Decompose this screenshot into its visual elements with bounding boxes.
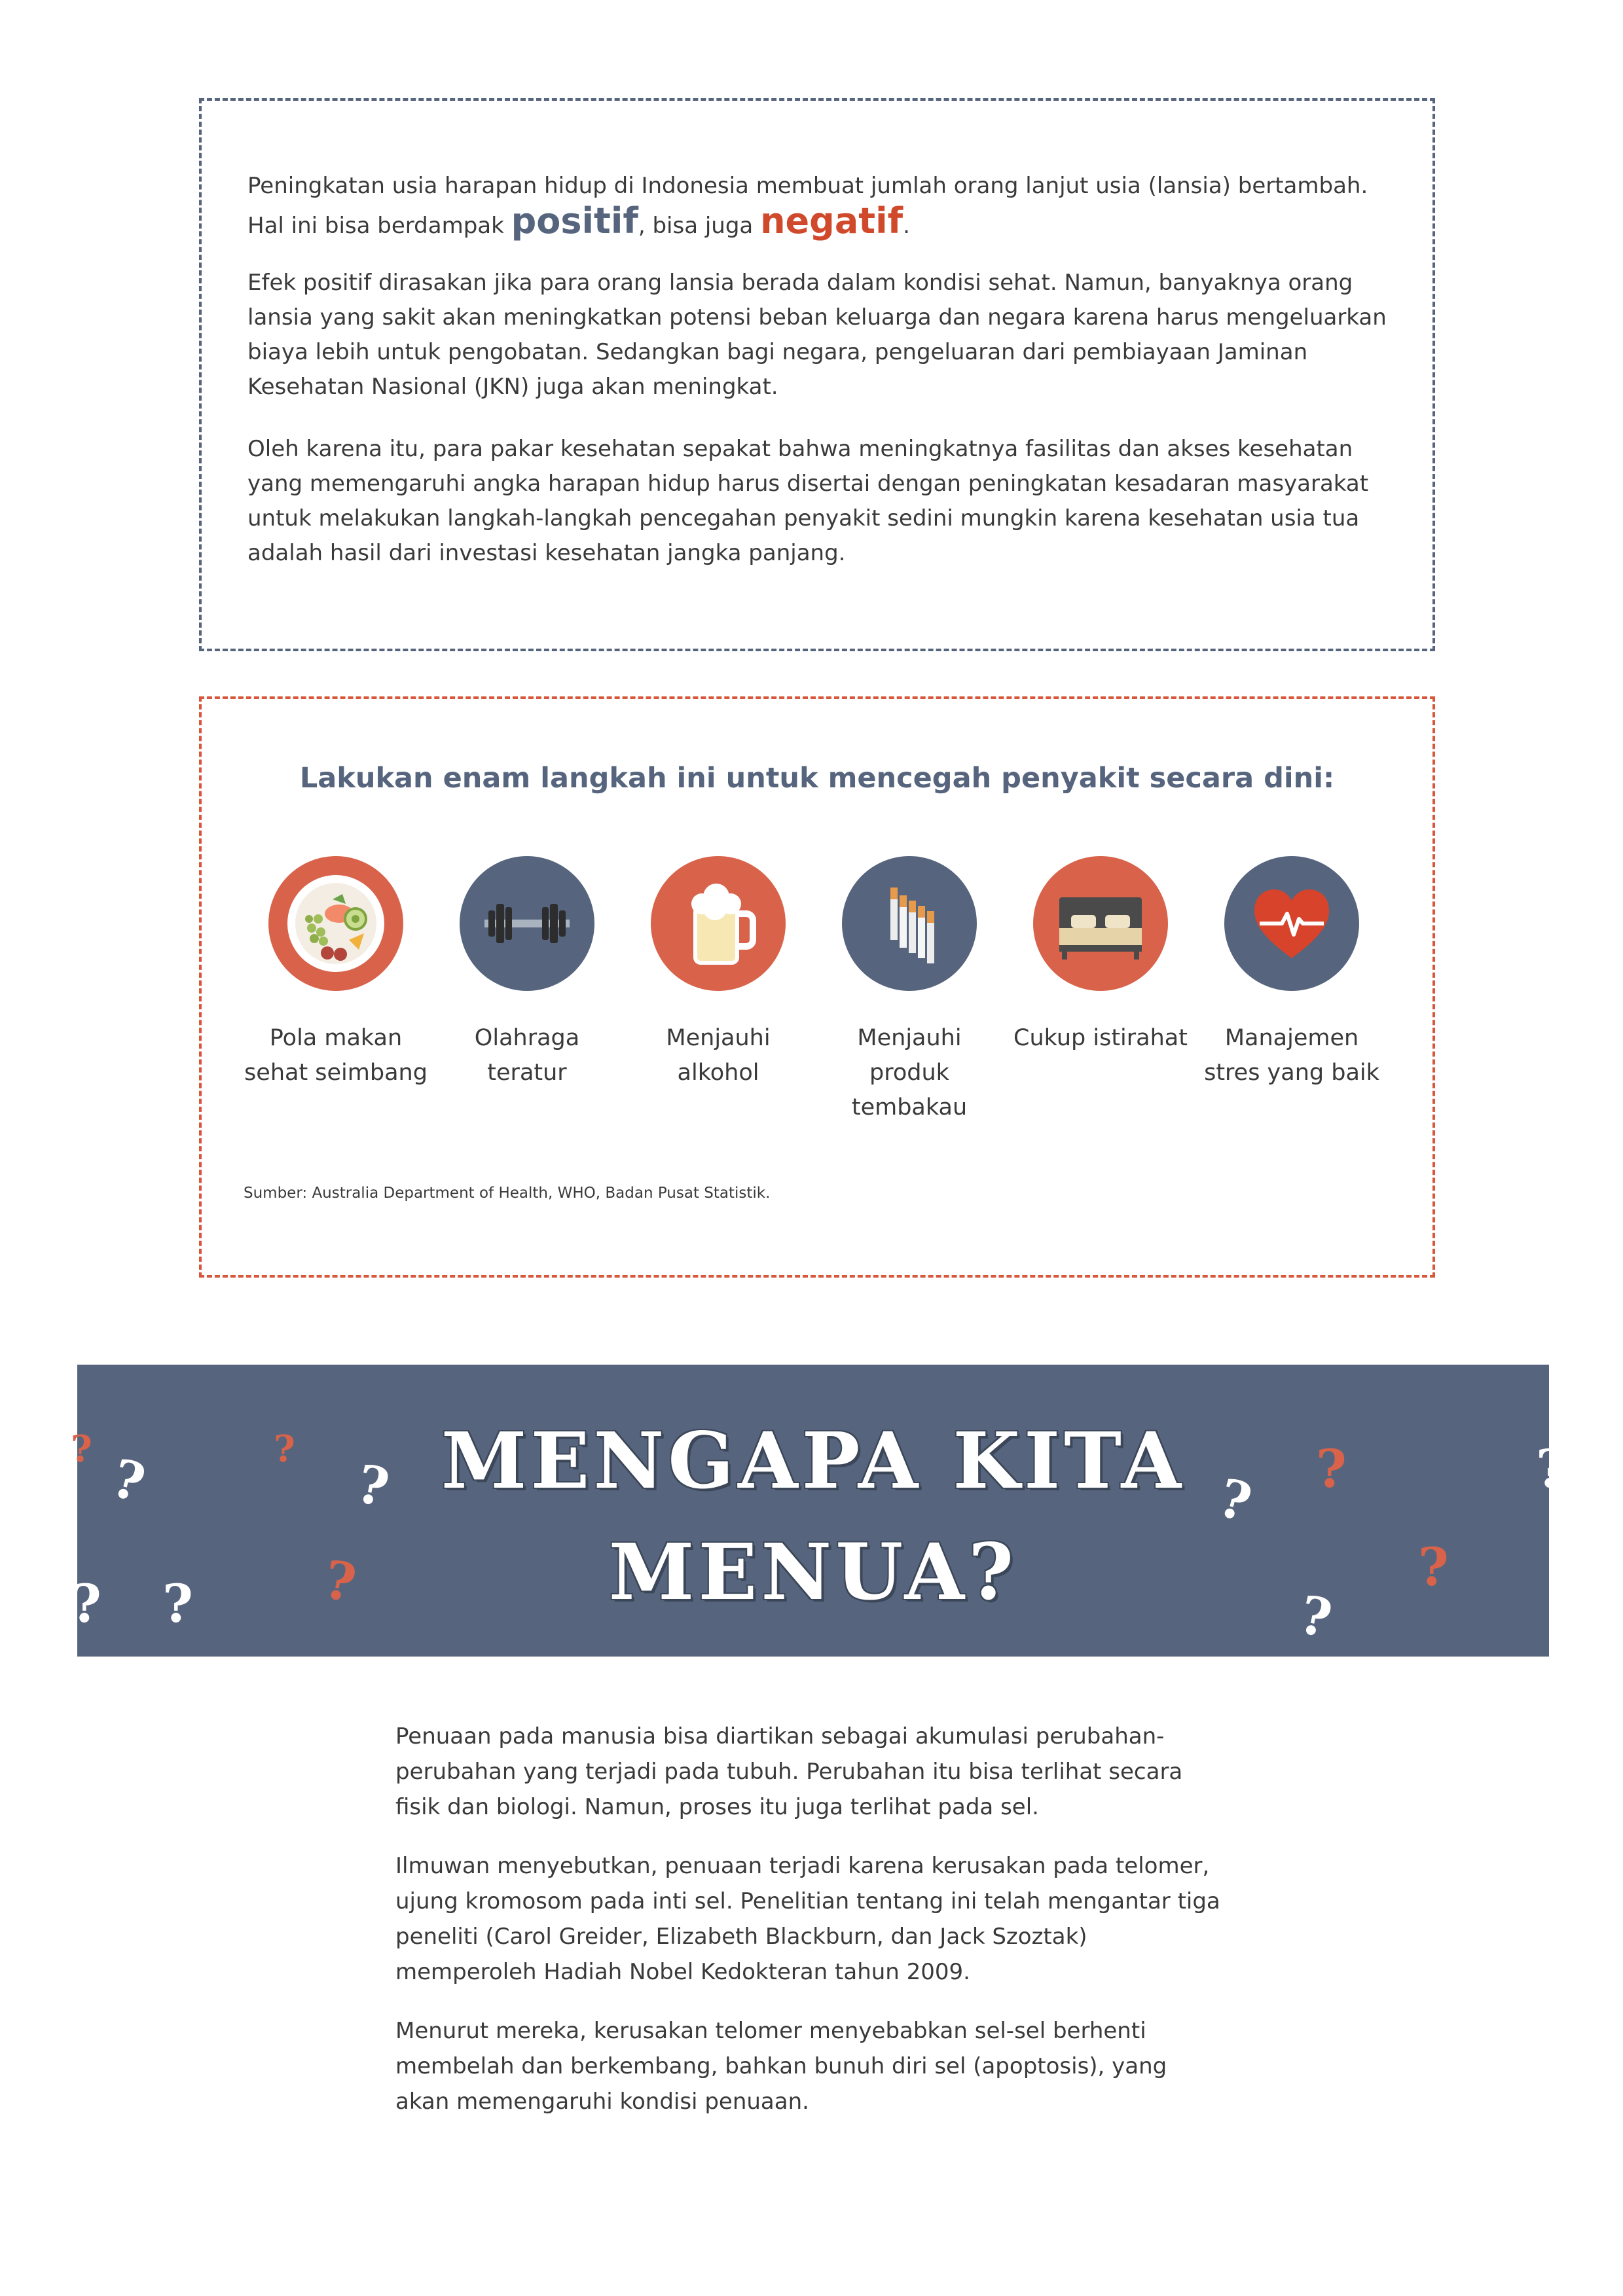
question-mark-icon: ?	[351, 1452, 395, 1519]
question-mark-icon: ?	[1294, 1583, 1338, 1650]
step-regular-exercise	[432, 856, 622, 1090]
intro-paragraph-3: Oleh karena itu, para pakar kesehatan sepakat bahwa meningkatnya fasilitas dan akses kesehatan yang memengaruhi angka harapan hidup harus disertai dengan peningkatan kesadaran masyarakat untuk melakukan langkah-langkah pencegahan penyakit sedini mungkin karena kesehatan usia tua adalah hasil dari investasi kesehatan jangka panjang.	[247, 436, 1369, 566]
steps-heading: Lakukan enam langkah ini untuk mencegah penyakit secara dini:	[299, 762, 1335, 795]
intro-paragraph-2: Efek positif dirasakan jika para orang lansia berada dalam kondisi sehat. Namun, banyaknya orang lansia yang sakit akan meningkatkan potensi beban keluarga dan negara karena harus mengeluarkan biaya lebih untuk pengobatan. Sedangkan bagi negara, pengeluaran dari pembiayaan Jaminan Kesehatan Nasional (JKN) juga akan meningkat.	[247, 270, 1387, 400]
question-mark-icon: ?	[1418, 1536, 1449, 1598]
step-avoid-tobacco	[814, 856, 1004, 1125]
question-mark-icon: ?	[319, 1548, 361, 1615]
intro-paragraph-1: Peningkatan usia harapan hidup di Indonesia membuat jumlah orang lanjut usia (lansia) bertambah. Hal ini bisa berdampak positif, bisa juga negatif.	[247, 173, 1368, 242]
question-mark-icon: ?	[71, 1427, 92, 1471]
step-healthy-diet	[241, 856, 431, 1090]
step-stress-management	[1197, 856, 1387, 1090]
question-mark-icon: ?	[1212, 1466, 1258, 1534]
steps-row	[241, 856, 1393, 1131]
negative-keyword: negatif	[760, 200, 903, 242]
step-label: Menjauhi alkohol	[666, 1025, 771, 1086]
step-label: Olahraga teratur	[474, 1025, 580, 1086]
section-banner	[71, 1365, 1567, 1657]
source-note: Sumber: Australia Department of Health, WHO, Badan Pusat Statistik.	[244, 1185, 771, 1202]
question-mark-icon: ?	[105, 1446, 152, 1515]
positive-keyword: positif	[511, 200, 638, 242]
step-avoid-alcohol	[623, 856, 813, 1090]
question-mark-icon: ?	[274, 1427, 295, 1471]
article-paragraph-2: Ilmuwan menyebutkan, penuaan terjadi karena kerusakan pada telomer, ujung kromosom pada inti sel. Penelitian tentang ini telah mengantar tiga peneliti (Carol Greider, Elizabeth Blackburn, dan Jack Szoztak) memperoleh Hadiah Nobel Kedokteran tahun 2009.	[395, 1853, 1220, 1985]
question-mark-icon: ?	[162, 1573, 193, 1634]
food-plate-icon	[268, 856, 403, 991]
heartbeat-icon	[1224, 856, 1359, 991]
beer-mug-icon	[651, 856, 786, 991]
dumbbell-icon	[460, 856, 594, 991]
step-label: Pola makan sehat seimbang	[244, 1025, 428, 1086]
question-mark-icon: ?	[71, 1573, 101, 1634]
step-label: Cukup istirahat	[1013, 1025, 1188, 1051]
article-body	[395, 1719, 1220, 2143]
cigarettes-icon	[842, 856, 977, 991]
step-enough-rest	[1006, 856, 1195, 1056]
question-mark-icon: ?	[1316, 1438, 1347, 1499]
bed-icon	[1033, 856, 1168, 991]
intro-box	[199, 98, 1435, 651]
article-paragraph-3: Menurut mereka, kerusakan telomer menyebabkan sel-sel berhenti membelah dan berkembang, bahkan bunuh diri sel (apoptosis), yang akan memengaruhi kondisi penuaan.	[395, 2018, 1167, 2115]
question-mark-icon: ?	[1536, 1438, 1567, 1499]
article-paragraph-1: Penuaan pada manusia bisa diartikan sebagai akumulasi perubahan-perubahan yang terjadi pada tubuh. Perubahan itu bisa terlihat secara fisik dan biologi. Namun, proses itu juga terlihat pada sel.	[395, 1723, 1183, 1820]
prevention-steps-box	[199, 696, 1435, 1278]
banner-title: MENGAPA KITA MENUA?	[441, 1415, 1186, 1617]
step-label: Manajemen stres yang baik	[1204, 1025, 1379, 1086]
step-label: Menjauhi produk tembakau	[851, 1025, 968, 1121]
